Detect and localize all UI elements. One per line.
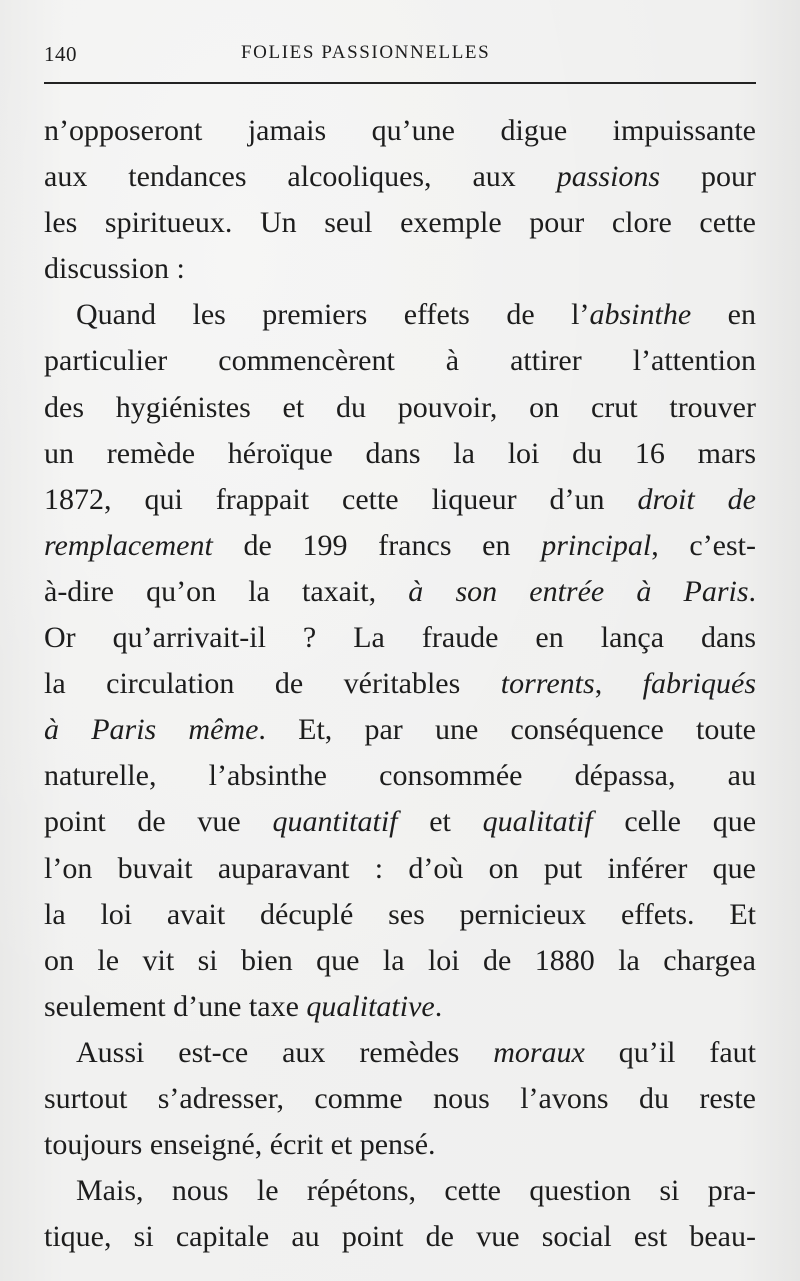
text-line [44,615,756,661]
text-line [44,292,756,338]
text-segment: en [691,298,756,332]
text-line [44,1168,756,1214]
text-segment: seulement d’une taxe [44,989,307,1023]
text-line [44,846,756,892]
italic-text-segment: quantitatif [272,805,398,839]
text-line [44,1030,756,1076]
text-segment: qu’il faut [584,1035,756,1069]
italic-text-segment: principal [541,528,652,562]
text-line [44,707,756,753]
italic-text-segment: qualitatif [482,805,593,839]
text-segment: on le vit si bien que la loi de 1880 la chargea [44,943,756,977]
text-line [44,246,756,292]
italic-text-segment: moraux [493,1035,585,1069]
text-line [44,569,756,615]
text-segment: , [594,667,643,701]
text-segment: , c’est- [651,528,756,562]
text-segment: toujours enseigné, écrit et pensé. [44,1128,436,1162]
header-rule [44,82,756,84]
text-segment: l’on buvait auparavant : d’où on put inférer que [44,851,756,885]
text-segment: des hygiénistes et du pouvoir, on crut trouver [44,390,756,424]
text-segment: Quand les premiers effets de l’ [76,298,590,332]
text-line [44,385,756,431]
text-segment: la loi avait décuplé ses pernicieux effets. Et [44,897,756,931]
text-line [44,1214,756,1260]
text-segment: naturelle, l’absinthe consommée dépassa, au [44,759,756,793]
text-line [44,938,756,984]
text-line [44,661,756,707]
italic-text-segment: remplacement [44,528,213,562]
italic-text-segment: torrents [500,667,595,701]
text-line [44,154,756,200]
text-segment: tique, si capitale au point de vue social est beau- [44,1220,756,1254]
text-line [44,1076,756,1122]
page-header [44,42,756,72]
italic-text-segment: qualitative [306,989,435,1023]
text-line [44,338,756,384]
text-segment: à-dire qu’on la taxait, [44,574,409,608]
text-line [44,477,756,523]
text-segment: n’opposeront jamais qu’une digue impuissante [44,114,756,147]
text-segment: de 199 francs en [212,528,542,562]
text-line [44,984,756,1030]
body-text [44,108,756,1260]
text-segment: celle que [592,805,757,839]
text-segment: . Et, par une conséquence toute [258,713,756,747]
italic-text-segment: droit de [637,482,756,516]
italic-text-segment: à son entrée à Paris [408,574,749,608]
running-head: FOLIES PASSIONNELLES [241,42,491,63]
text-segment: un remède héroïque dans la loi du 16 mars [44,436,756,470]
text-segment: discussion : [44,252,185,286]
text-segment: point de vue [44,805,273,839]
text-line [44,200,756,246]
text-line [44,1122,756,1168]
text-line [44,753,756,799]
text-line [44,892,756,938]
page-number: 140 [44,42,77,66]
text-segment: 1872, qui frappait cette liqueur d’un [44,482,638,516]
italic-text-segment: passions [556,160,661,194]
text-segment: . [748,574,756,608]
text-segment: surtout s’adresser, comme nous l’avons du reste [44,1081,756,1115]
text-segment: Aussi est-ce aux remèdes [76,1035,494,1069]
italic-text-segment: fabriqués [642,667,757,701]
text-line [44,431,756,477]
italic-text-segment: absinthe [589,298,692,332]
italic-text-segment: à Paris même [44,713,259,747]
text-line [44,108,756,154]
text-segment: aux tendances alcooliques, aux [44,160,557,194]
text-segment: les spiritueux. Un seul exemple pour clore cette [44,206,756,240]
text-segment: . [434,989,443,1023]
text-segment: Mais, nous le répétons, cette question si pra- [76,1174,756,1208]
text-segment: et [397,805,483,839]
text-segment: particulier commencèrent à attirer l’attention [44,344,756,378]
text-segment: la circulation de véritables [44,667,501,701]
text-segment: pour [660,160,756,194]
text-line [44,523,756,569]
text-segment: Or qu’arrivait-il ? La fraude en lança dans [44,621,756,655]
text-line [44,799,756,845]
